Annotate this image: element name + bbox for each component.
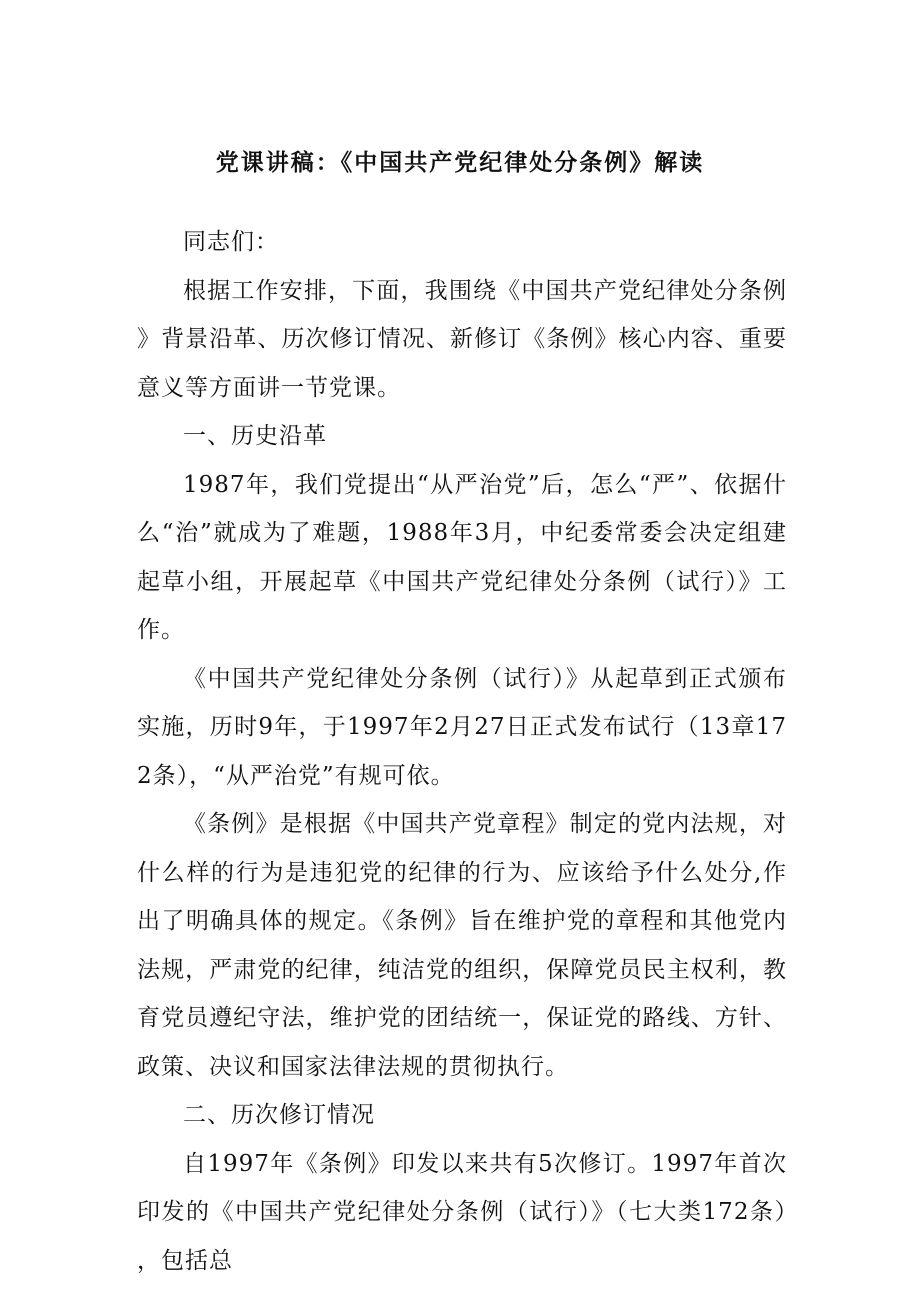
intro-paragraph: 根据工作安排，下面，我围绕《中国共产党纪律处分条例》背景沿革、历次修订情况、新修订《条例》核心内容、重要意义等方面讲一节党课。 [137,277,787,401]
section-heading-history: 一、历史沿革 [183,423,327,449]
document-title: 党课讲稿：《中国共产党纪律处分条例》解读 [215,150,705,176]
revisions-paragraph-1: 自1997年《条例》印发以来共有5次修订。1997年首次印发的《中国共产党纪律处分条例（试行）》（七大类172条），包括总 [137,1150,787,1274]
history-paragraph-1: 1987年，我们党提出“从严治党”后，怎么“严”、依据什么“治”就成为了难题，1988年3月，中纪委常委会决定组建起草小组，开展起草《中国共产党纪律处分条例（试行）》工作。 [137,471,787,643]
document-body [137,218,787,1285]
history-paragraph-3: 《条例》是根据《中国共产党章程》制定的党内法规，对什么样的行为是违犯党的纪律的行为、应该给予什么处分,作出了明确具体的规定。《条例》旨在维护党的章程和其他党内法规，严肃党的纪律，纯洁党的组织，保障党员民主权利，教育党员遵纪守法，维护党的团结统一，保证党的路线、方针、政策、决议和国家法律法规的贯彻执行。 [137,811,787,1080]
history-paragraph-2: 《中国共产党纪律处分条例（试行）》从起草到正式颁布实施，历时9年，于1997年2月27日正式发布试行（13章172条），“从严治党”有规可依。 [137,665,787,789]
salutation: 同志们： [183,229,279,255]
section-heading-revisions: 二、历次修订情况 [183,1102,375,1128]
